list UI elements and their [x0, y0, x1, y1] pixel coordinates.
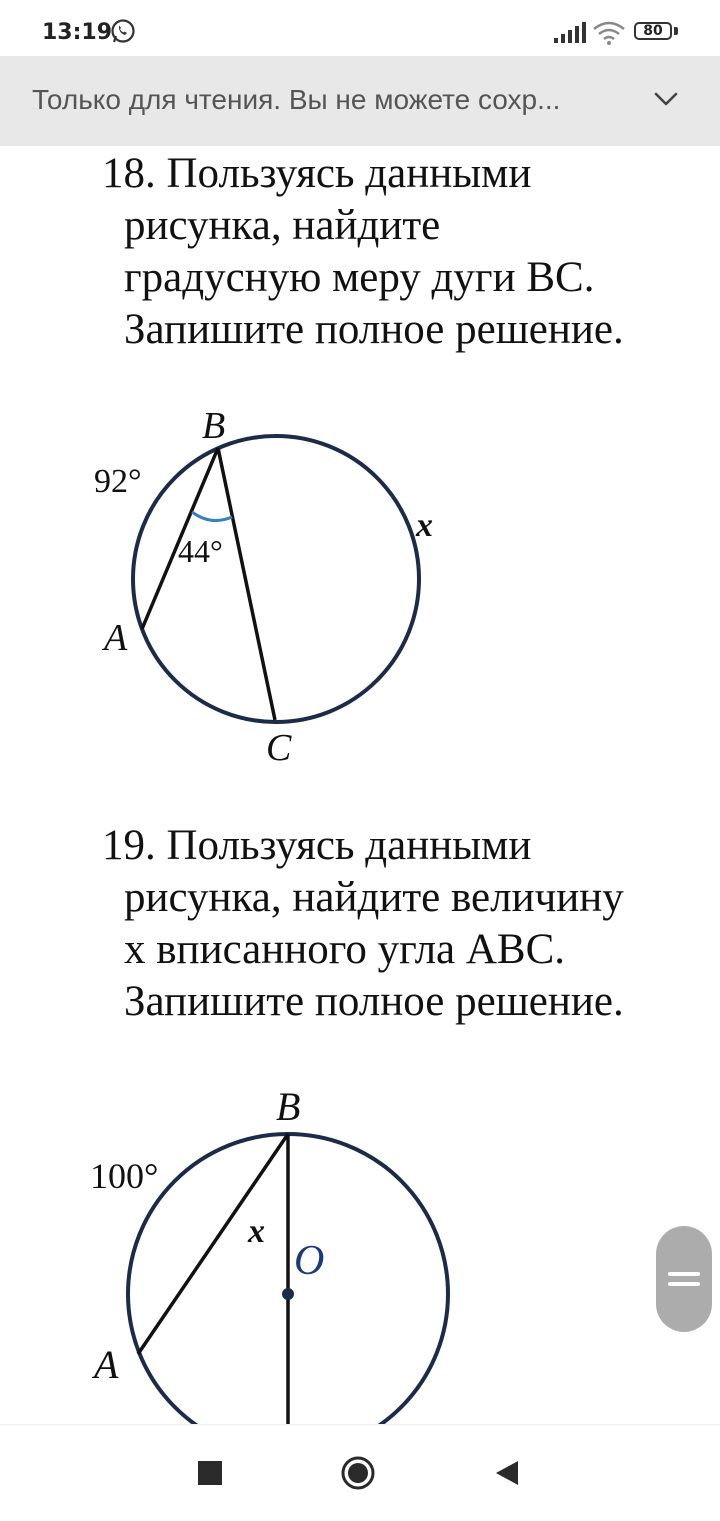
wifi-icon [592, 20, 626, 46]
problem-19-line-1: 19. Пользуясь данными [102, 822, 532, 869]
chevron-down-icon[interactable] [650, 86, 682, 112]
signal-icon [552, 22, 586, 44]
problem-19-line-4: Запишите полное решение. [124, 978, 624, 1025]
label-a: A [104, 617, 128, 659]
problem-18-line-4: Запишите полное решение. [124, 306, 624, 353]
status-bar [0, 0, 720, 56]
problem-19-line-3: х вписанного угла ABC. [124, 926, 566, 973]
recent-apps-button[interactable] [198, 1461, 222, 1485]
readonly-banner-text: Только для чтения. Вы не можете сохр... [32, 84, 561, 115]
circle-figure-19 [80, 1076, 480, 1424]
center-point [282, 1288, 294, 1300]
document-view[interactable] [0, 146, 720, 1424]
problem-19-figure [80, 1076, 480, 1424]
chord-ba [138, 1134, 288, 1354]
label-c: C [266, 727, 292, 769]
problem-18-line-1: 18. Пользуясь данными [102, 150, 532, 197]
problem-18-line-3: градусную меру дуги BC. [124, 254, 595, 301]
angle-arc [192, 512, 232, 521]
label-x: x [248, 1213, 265, 1250]
problem-19-line-2: рисунка, найдите величину [124, 874, 624, 921]
label-o: O [294, 1238, 325, 1284]
label-b: B [276, 1084, 301, 1129]
scroll-handle[interactable] [656, 1226, 712, 1332]
whatsapp-icon [110, 18, 136, 44]
inscribed-angle-label: 44° [178, 533, 223, 569]
battery-level: 80 [643, 23, 663, 39]
arc-angle-label: 100° [90, 1156, 159, 1196]
problem-18-line-2: рисунка, найдите [124, 202, 441, 249]
problem-18-figure [80, 396, 480, 781]
home-button[interactable] [340, 1455, 376, 1491]
arc-angle-label: 92° [94, 463, 142, 500]
label-x: x [416, 507, 433, 544]
circle [133, 436, 419, 722]
readonly-banner[interactable] [0, 56, 720, 146]
status-time: 13:19 [42, 20, 113, 45]
circle-figure-18 [80, 396, 480, 776]
label-b: B [202, 405, 226, 447]
label-a: A [94, 1342, 119, 1387]
battery-icon [634, 22, 674, 42]
problem-19-text [102, 820, 624, 1028]
chord-bc [218, 448, 275, 720]
navigation-bar [0, 1424, 720, 1521]
problem-18-text [102, 148, 624, 356]
back-button[interactable] [494, 1459, 520, 1487]
